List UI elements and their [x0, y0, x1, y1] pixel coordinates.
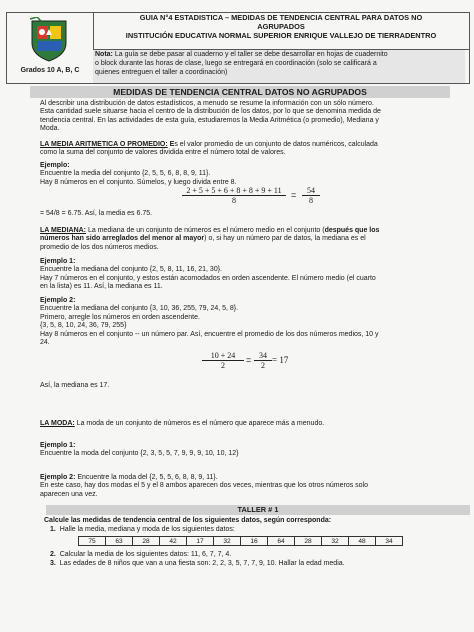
header-table [6, 12, 470, 84]
mediana-example-2-line-5: 24. [40, 339, 50, 346]
guide-title [93, 13, 469, 50]
mediana-example-1-label: Ejemplo 1: [40, 258, 76, 265]
moda-example-2-label: Ejemplo 2: [40, 474, 76, 481]
title-line-1: GUIA N°4 ESTADISTICA – MEDIDAS DE TENDENCIA CENTRAL PARA DATOS NO [139, 13, 423, 22]
table-cell: 32 [214, 537, 241, 546]
table-cell: 75 [79, 537, 106, 546]
table-cell: 17 [187, 537, 214, 546]
mediana-example-1-line-2: Hay 7 números en el conjunto, y estos están acomodados en orden ascendente. El número medio (el cuarto [40, 274, 376, 282]
table-cell: 64 [268, 537, 295, 546]
media-equals: = [291, 190, 297, 200]
media-example-line-1: Encuentre la media del conjunto {2, 5, 5, 6, 8, 8, 9, 11}. [40, 170, 211, 178]
media-line-2: como la suma del conjunto de valores dividida entre el número total de valores. [40, 149, 286, 157]
intro-line-4: Moda. [40, 125, 60, 133]
data-table [78, 536, 403, 546]
table-row [79, 537, 403, 546]
taller-instruction: Calcule las medidas de tendencia central de los siguientes datos, según corresponda: [44, 517, 332, 524]
mediana-example-2-line-3: {3, 5, 8, 10, 24, 36, 79, 255} [40, 322, 127, 330]
table-cell: 34 [376, 537, 403, 546]
mediana-line-3: promedio de los dos números medios. [40, 243, 159, 251]
note-line-3: quienes entreguen el taller a coordinación) [95, 69, 228, 76]
mediana-fraction-result: $\frac{34}{2}$ [254, 351, 272, 370]
school-shield-logo [29, 17, 69, 63]
taller-title: TALLER # 1 [46, 505, 470, 515]
table-cell: 42 [160, 537, 187, 546]
mediana-line-2: números han sido arreglados del menor al mayor) o, si hay un número par de datos, la mediana es el [40, 235, 366, 243]
table-cell: 28 [133, 537, 160, 546]
moda-heading: LA MODA: [40, 420, 75, 427]
mediana-line-1: LA MEDIANA: La mediana de un conjunto de números es el número medio en el conjunto (después que los [40, 227, 380, 234]
mediana-example-1-line-1: Encuentre la mediana del conjunto {2, 5, 8, 11, 16, 21, 30}. [40, 266, 223, 274]
media-line-1: LA MEDIA ARITMETICA O PROMEDIO: Es el valor promedio de un conjunto de datos numéricos, calculada [40, 141, 378, 148]
mediana-equals-1: = [246, 355, 252, 365]
question-1: 1. Halle la media, mediana y moda de los siguientes datos: [50, 526, 235, 533]
logo-cell [7, 13, 94, 83]
table-cell: 63 [106, 537, 133, 546]
intro-line-2: Esta cantidad suele situarse hacia el centro de la distribución de los datos, por lo que se denomina medida de [40, 108, 381, 116]
note-label: Nota: [95, 51, 113, 58]
mediana-heading: LA MEDIANA: [40, 227, 87, 234]
mediana-example-2-line-4: Hay 8 números en el conjunto -- un número par. Así, encuentre el promedio de los dos números medios, 10 y [40, 330, 379, 338]
media-example-label: Ejemplo: [40, 162, 70, 169]
table-cell: 32 [322, 537, 349, 546]
moda-line-1: LA MODA: La moda de un conjunto de números es el número que aparece más a menudo. [40, 420, 325, 427]
media-fraction: $\frac{2 + 5 + 5 + 6 + 8 + 8 + 9 + 11}{8}$ [182, 186, 286, 205]
moda-example-2-line-2: En este caso, hay dos modas el 5 y el 8 ambos aparecen dos veces, mientras que los otros números solo [40, 482, 369, 490]
media-heading: LA MEDIA ARITMETICA O PROMEDIO: [40, 141, 168, 148]
table-cell: 16 [241, 537, 268, 546]
mediana-example-2-label: Ejemplo 2: [40, 297, 76, 304]
table-cell: 28 [295, 537, 322, 546]
question-3: 3. Las edades de 8 niños que van a una fiesta son: 2, 2, 3, 5, 7, 7, 9, 10. Hallar la edad media. [50, 560, 345, 567]
intro-line-3: tendencia central. En las actividades de esta guía, estudiaremos la Media Aritmética (o promedio), Mediana y [40, 116, 379, 124]
mediana-result: Así, la mediana es 17. [40, 382, 110, 389]
mediana-example-2-line-2: Primero, arregle los números en orden ascendente. [40, 313, 200, 321]
note-line-1: La guía se debe pasar al cuaderno y el taller se debe desarrollar en hojas de cuadernito [112, 51, 388, 58]
mediana-fraction: $\frac{10 + 24}{2}$ [202, 351, 244, 370]
moda-example-2-line-1: Ejemplo 2: Encuentre la moda del {2, 5, 5, 6, 8, 8, 9, 11}. [40, 474, 218, 481]
intro-line-1: Al describir una distribución de datos estadísticos, a menudo se resume la información con un sólo número. [40, 100, 374, 107]
mediana-equals-2: = 17 [272, 355, 289, 365]
title-line-2: AGRUPADOS [257, 22, 305, 31]
mediana-example-2-line-1: Encuentre la mediana del conjunto {3, 10, 36, 255, 79, 24, 5, 8}. [40, 305, 239, 313]
note-box [93, 50, 465, 83]
table-cell: 48 [349, 537, 376, 546]
mediana-example-1-line-3: en la lista) es 11. Así, la mediana es 11. [40, 283, 163, 291]
question-2: 2. Calcular la media de los siguientes datos: 11, 6, 7, 7, 4. [50, 551, 232, 558]
note-line-2: o block durante las horas de clase, luego se entregará en coordinación (solo se calificará a [95, 60, 377, 67]
moda-example-1-label: Ejemplo 1: [40, 442, 76, 449]
moda-example-1-line-1: Encuentre la moda del conjunto {2, 3, 5, 5, 7, 9, 9, 9, 10, 10, 12} [40, 450, 239, 458]
moda-example-2-line-3: aparecen una vez. [40, 490, 98, 498]
institution-name: INSTITUCIÓN EDUCATIVA NORMAL SUPERIOR ENRIQUE VALLEJO DE TIERRADENTRO [125, 31, 437, 40]
media-example-line-2: Hay 8 números en el conjunto. Súmelos, y luego divida entre 8. [40, 178, 237, 186]
media-fraction-result: $\frac{54}{8}$ [302, 186, 320, 205]
section-title: MEDIDAS DE TENDENCIA CENTRAL DATOS NO AGRUPADOS [30, 86, 450, 98]
media-result: = 54/8 = 6.75. Así, la media es 6.75. [40, 210, 153, 217]
grades-label: Grados 10 A, B, C [20, 67, 80, 74]
